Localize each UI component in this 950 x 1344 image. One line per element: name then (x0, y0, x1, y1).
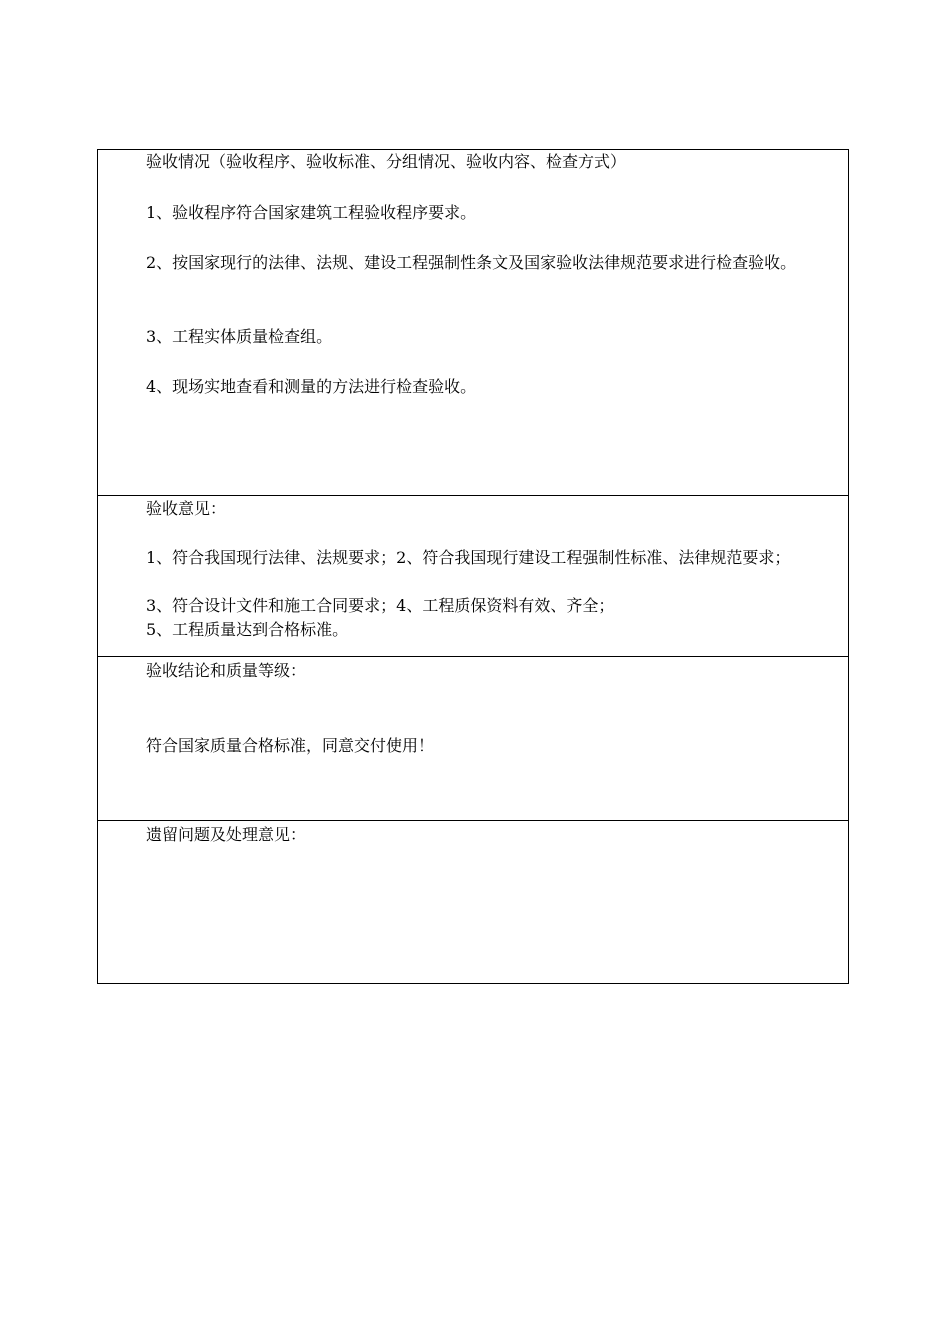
inspection-item-3: 3、工程实体质量检查组。 (146, 327, 333, 346)
opinion-section (98, 496, 848, 657)
conclusion-text: 符合国家质量合格标准，同意交付使用！ (146, 736, 435, 755)
inspection-item-2 (98, 251, 842, 275)
remaining-issues-heading: 遗留问题及处理意见： (146, 825, 307, 844)
opinion-line-3: 5、工程质量达到合格标准。 (146, 620, 349, 639)
inspection-heading: 验收情况（验收程序、验收标准、分组情况、验收内容、检查方式） (146, 152, 627, 171)
conclusion-heading: 验收结论和质量等级： (146, 661, 307, 680)
opinion-line-1-text: 1、符合我国现行法律、法规要求；2、符合我国现行建设工程强制性标准、法律规范要求； (146, 548, 791, 567)
inspection-item-2-text: 2、按国家现行的法律、法规、建设工程强制性条文及国家验收法律规范要求进行检查验收。 (146, 253, 797, 272)
inspection-section (98, 150, 848, 496)
inspection-item-4: 4、现场实地查看和测量的方法进行检查验收。 (146, 377, 477, 396)
conclusion-section (98, 657, 848, 821)
remaining-issues-section (98, 821, 848, 983)
inspection-item-1: 1、验收程序符合国家建筑工程验收程序要求。 (146, 203, 477, 222)
acceptance-form-table (97, 149, 849, 984)
opinion-line-1 (98, 546, 842, 570)
opinion-heading: 验收意见： (146, 499, 227, 518)
opinion-line-2: 3、符合设计文件和施工合同要求；4、工程质保资料有效、齐全； (146, 596, 615, 615)
